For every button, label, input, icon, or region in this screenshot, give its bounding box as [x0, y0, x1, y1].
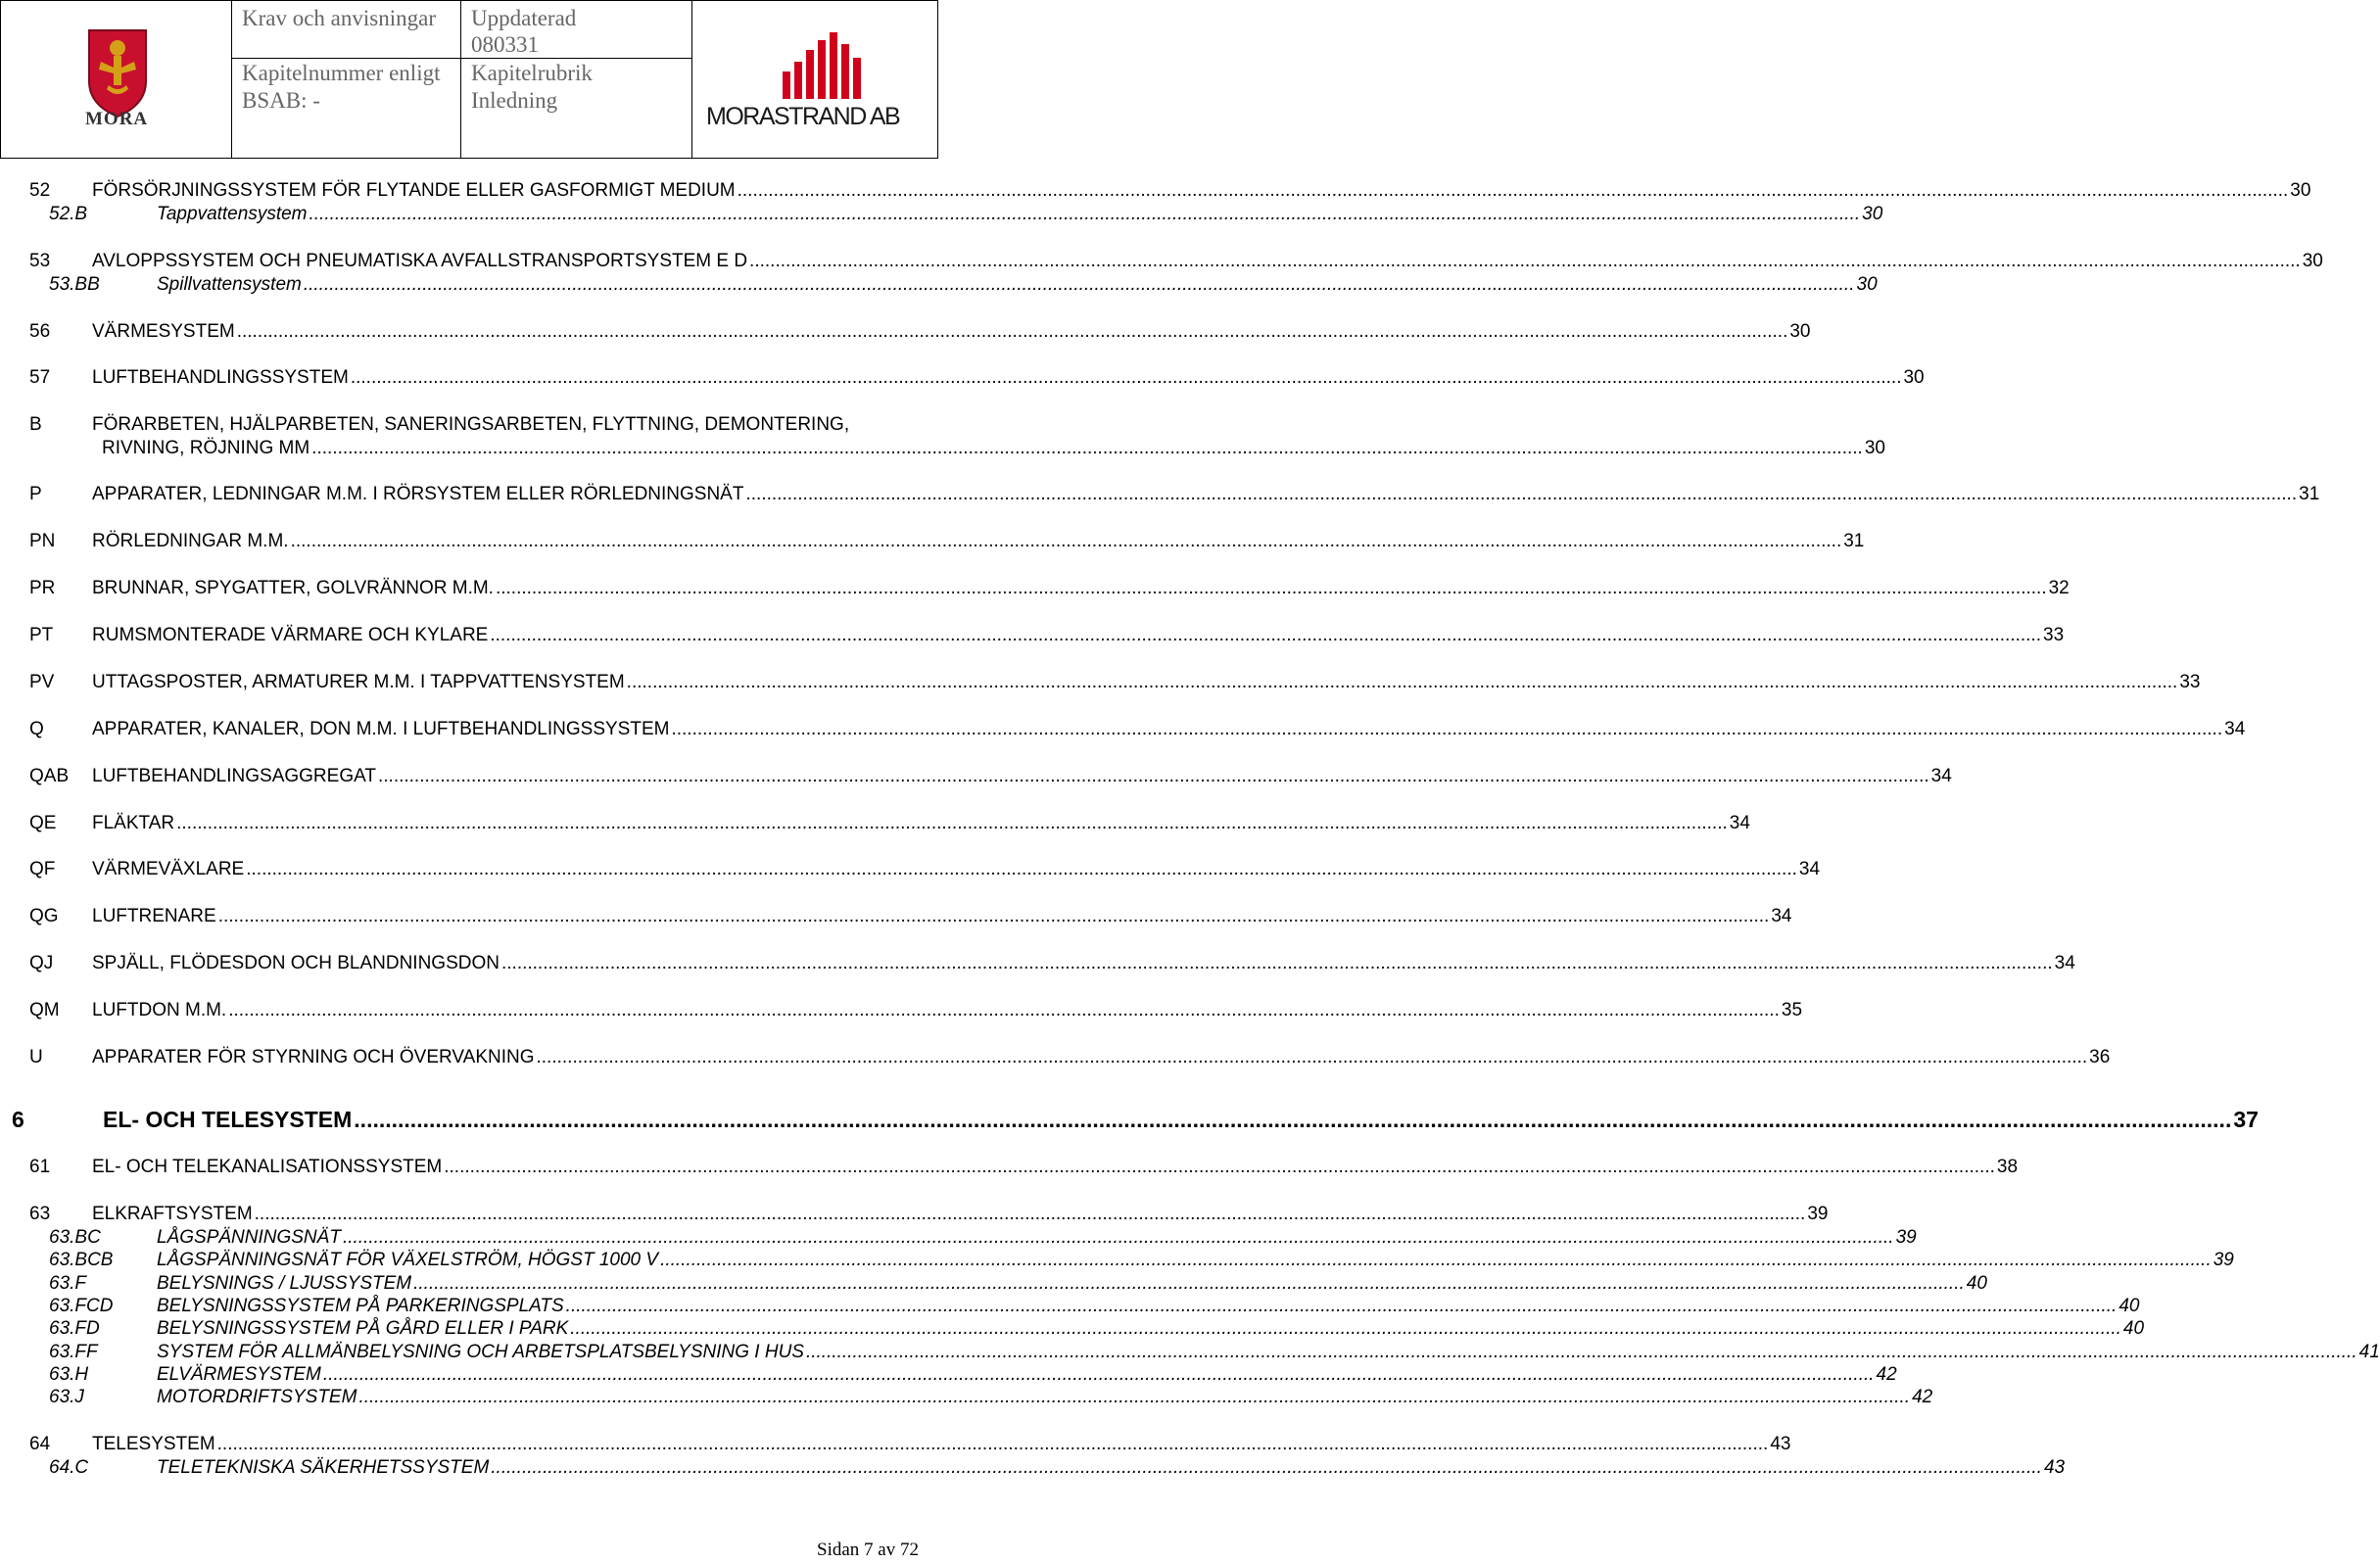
toc-entry-page: 31	[1843, 531, 1865, 551]
toc-entry-number: 6	[12, 1107, 24, 1132]
toc-entry[interactable]	[0, 1047, 2111, 1072]
toc-entry-number: PN	[29, 531, 56, 551]
page-number: Sidan 7 av 72	[817, 1540, 919, 1560]
toc-entry-page: 34	[1798, 859, 1821, 879]
toc-entry[interactable]	[0, 204, 1883, 229]
toc-entry[interactable]	[0, 414, 940, 440]
toc-entry-page: 39	[2213, 1250, 2234, 1270]
toc-entry[interactable]	[0, 1250, 2234, 1275]
morastrand-bars-icon	[779, 28, 867, 99]
toc-entry-title: EL- OCH TELEKANALISATIONSSYSTEM	[92, 1157, 443, 1177]
toc-entry-number: 63.FD	[49, 1318, 100, 1339]
toc-entry[interactable]	[0, 953, 2075, 978]
toc-entry-page: 43	[1770, 1434, 1791, 1454]
toc-entry-number: 63.FF	[49, 1342, 98, 1362]
toc-entry-number: QAB	[29, 766, 70, 786]
toc-entry-page: 31	[2299, 484, 2320, 504]
dot-leader: ............................................................................................................................................................................................................................................................................................................	[228, 1000, 1780, 1020]
toc-entry-title: RUMSMONTERADE VÄRMARE OCH KYLARE	[92, 625, 489, 645]
toc-entry-title: MOTORDRIFTSYSTEM	[157, 1387, 357, 1407]
toc-entry-number: 63.BC	[49, 1227, 101, 1248]
dot-leader: ............................................................................................................................................................................................................................................................................................................	[500, 953, 2053, 973]
toc-entry[interactable]	[0, 1107, 2259, 1132]
toc-entry[interactable]	[0, 321, 1811, 347]
toc-entry[interactable]	[0, 1457, 2066, 1483]
dot-leader: ............................................................................................................................................................................................................................................................................................................	[354, 1107, 2232, 1132]
document-header	[0, 0, 938, 159]
morastrand-logo-cell	[692, 1, 937, 158]
toc-entry[interactable]	[0, 578, 2070, 603]
toc-entry-title: FLÄKTAR	[92, 813, 175, 833]
toc-entry-number: 53.BB	[49, 274, 100, 295]
toc-entry-title: Spillvattensystem	[157, 274, 302, 295]
dot-leader: ............................................................................................................................................................................................................................................................................................................	[377, 766, 1929, 786]
toc-entry-title: BRUNNAR, SPYGATTER, GOLVRÄNNOR M.M.	[92, 578, 494, 598]
dot-leader: ............................................................................................................................................................................................................................................................................................................	[216, 1434, 1769, 1454]
toc-entry-title: BELYSNINGSSYSTEM PÅ PARKERINGSPLATS	[157, 1296, 564, 1316]
dot-leader: ............................................................................................................................................................................................................................................................................................................	[805, 1342, 2357, 1362]
toc-entry-title: ELVÄRMESYSTEM	[157, 1364, 321, 1385]
dot-leader: ............................................................................................................................................................................................................................................................................................................	[565, 1296, 2118, 1316]
toc-entry-page: 30	[2302, 251, 2323, 271]
toc-entry-title: SYSTEM FÖR ALLMÄNBELYSNING OCH ARBETSPLATSBELYSNING I HUS	[157, 1342, 804, 1362]
toc-entry-number: 61	[29, 1157, 51, 1177]
toc-entry-number: 63.J	[49, 1387, 84, 1407]
toc-entry-number: PT	[29, 625, 54, 645]
dot-leader: ............................................................................................................................................................................................................................................................................................................	[311, 438, 1863, 458]
dot-leader: ............................................................................................................................................................................................................................................................................................................	[737, 180, 2289, 201]
header-cell-updated	[461, 1, 692, 158]
toc-entry-title: Tappvattensystem	[157, 204, 308, 224]
toc-entry[interactable]	[0, 1318, 2145, 1344]
dot-leader: ............................................................................................................................................................................................................................................................................................................	[745, 484, 2298, 504]
toc-entry-number: 63.BCB	[49, 1250, 114, 1270]
morastrand-logo-text: MORASTRAND AB	[706, 103, 900, 130]
toc-entry-page: 37	[2233, 1107, 2259, 1132]
toc-entry[interactable]	[0, 719, 2246, 744]
toc-entry-title: APPARATER FÖR STYRNING OCH ÖVERVAKNING	[92, 1047, 535, 1067]
header-divider	[461, 58, 691, 59]
dot-leader: ............................................................................................................................................................................................................................................................................................................	[309, 204, 1861, 224]
toc-entry-page: 41	[2358, 1342, 2380, 1362]
toc-entry-title: APPARATER, KANALER, DON M.M. I LUFTBEHANDLINGSSYSTEM	[92, 719, 670, 739]
dot-leader: ............................................................................................................................................................................................................................................................................................................	[570, 1318, 2121, 1339]
toc-entry-number: 53	[29, 251, 51, 271]
toc-entry-number: QG	[29, 906, 59, 926]
toc-entry-page: 33	[2043, 625, 2065, 645]
document-type-label: Krav och anvisningar	[242, 6, 436, 30]
toc-entry-number: 56	[29, 321, 51, 342]
toc-entry-page: 30	[1864, 438, 1885, 458]
toc-entry-number: Q	[29, 719, 44, 739]
toc-entry-page: 34	[2224, 719, 2246, 739]
toc-entry-page: 30	[1862, 204, 1883, 224]
toc-entry[interactable]	[0, 766, 1952, 791]
toc-entry-page: 40	[2122, 1318, 2145, 1339]
updated-date: 080331	[471, 32, 539, 57]
dot-leader: ............................................................................................................................................................................................................................................................................................................	[490, 625, 2041, 645]
toc-entry-page: 40	[1966, 1273, 1987, 1294]
dot-leader: ............................................................................................................................................................................................................................................................................................................	[671, 719, 2223, 739]
dot-leader: ............................................................................................................................................................................................................................................................................................................	[444, 1157, 1995, 1177]
toc-entry-page: 39	[1895, 1227, 1917, 1248]
toc-entry-number: 57	[29, 367, 51, 388]
toc-entry-title: RÖRLEDNINGAR M.M.	[92, 531, 289, 551]
dot-leader: ............................................................................................................................................................................................................................................................................................................	[254, 1204, 1806, 1224]
toc-entry-page: 34	[1729, 813, 1750, 833]
mora-logo-text: MORA	[85, 109, 149, 129]
toc-entry-page: 38	[1996, 1157, 2019, 1177]
header-cell-document-type	[232, 1, 461, 158]
dot-leader: ............................................................................................................................................................................................................................................................................................................	[217, 906, 1770, 926]
toc-entry-number: 63.H	[49, 1364, 89, 1385]
dot-leader: ............................................................................................................................................................................................................................................................................................................	[342, 1227, 1894, 1248]
toc-entry-number: B	[29, 414, 42, 435]
dot-leader: ............................................................................................................................................................................................................................................................................................................	[495, 578, 2047, 598]
toc-entry[interactable]	[0, 180, 2311, 206]
toc-entry[interactable]	[0, 1157, 2019, 1182]
chapter-number-label: Kapitelnummer enligt	[242, 61, 441, 85]
toc-entry-number: 64	[29, 1434, 51, 1454]
toc-entry-title-continued: RIVNING, RÖJNING MM	[102, 438, 310, 458]
toc-entry-number: PV	[29, 672, 55, 692]
toc-entry-number: 52	[29, 180, 51, 201]
toc-entry-page: 34	[1771, 906, 1792, 926]
toc-entry-page: 39	[1807, 1204, 1829, 1224]
toc-entry-number: 63.F	[49, 1273, 87, 1294]
toc-entry-page: 40	[2118, 1296, 2140, 1316]
toc-entry-title: BELYSNINGSSYSTEM PÅ GÅRD ELLER I PARK	[157, 1318, 569, 1339]
toc-entry-page: 30	[1789, 321, 1811, 342]
toc-entry[interactable]	[0, 906, 1792, 931]
chapter-heading-label: Kapitelrubrik	[471, 61, 593, 85]
toc-entry-title: TELESYSTEM	[92, 1434, 215, 1454]
dot-leader: ............................................................................................................................................................................................................................................................................................................	[350, 367, 1902, 388]
toc-entry-title: APPARATER, LEDNINGAR M.M. I RÖRSYSTEM ELLER RÖRLEDNINGSNÄT	[92, 484, 744, 504]
header-divider	[232, 58, 460, 59]
toc-entry-number: QE	[29, 813, 57, 833]
bsab-label: BSAB: -	[242, 88, 320, 113]
toc-entry-continuation[interactable]	[0, 438, 1885, 463]
toc-entry-page: 36	[2089, 1047, 2111, 1067]
toc-entry[interactable]	[0, 251, 2323, 276]
toc-entry-title: FÖRSÖRJNINGSSYSTEM FÖR FLYTANDE ELLER GASFORMIGT MEDIUM	[92, 180, 736, 201]
toc-entry-title: LUFTRENARE	[92, 906, 216, 926]
toc-entry-number: QF	[29, 859, 56, 879]
toc-entry-number: 52.B	[49, 204, 88, 224]
dot-leader: ............................................................................................................................................................................................................................................................................................................	[290, 531, 1842, 551]
chapter-heading-value: Inledning	[471, 88, 558, 113]
toc-entry-title: LÅGSPÄNNINGSNÄT FÖR VÄXELSTRÖM, HÖGST 1000 V	[157, 1250, 659, 1270]
toc-entry-page: 30	[1856, 274, 1878, 295]
toc-entry-number: P	[29, 484, 42, 504]
toc-entry-title: ELKRAFTSYSTEM	[92, 1204, 253, 1224]
dot-leader: ............................................................................................................................................................................................................................................................................................................	[491, 1457, 2042, 1478]
dot-leader: ............................................................................................................................................................................................................................................................................................................	[246, 859, 1797, 879]
toc-entry[interactable]	[0, 625, 2065, 650]
dot-leader: ............................................................................................................................................................................................................................................................................................................	[358, 1387, 1911, 1407]
toc-entry-number: PR	[29, 578, 56, 598]
toc-entry-page: 34	[1930, 766, 1952, 786]
dot-leader: ............................................................................................................................................................................................................................................................................................................	[322, 1364, 1875, 1385]
toc-entry-number: QJ	[29, 953, 54, 973]
toc-entry-page: 42	[1912, 1387, 1933, 1407]
toc-entry[interactable]	[0, 859, 1821, 884]
toc-entry[interactable]	[0, 1204, 1829, 1229]
toc-entry-number: 63	[29, 1204, 51, 1224]
toc-entry-title: BELYSNINGS / LJUSSYSTEM	[157, 1273, 412, 1294]
toc-entry-page: 30	[1903, 367, 1925, 388]
toc-entry[interactable]	[0, 672, 2201, 697]
toc-entry[interactable]	[0, 484, 2320, 509]
toc-entry-page: 43	[2043, 1457, 2066, 1478]
toc-entry[interactable]	[0, 813, 1750, 838]
toc-entry-page: 30	[2290, 180, 2311, 201]
toc-entry-title: EL- OCH TELESYSTEM	[103, 1107, 353, 1132]
toc-entry-title: FÖRARBETEN, HJÄLPARBETEN, SANERINGSARBETEN, FLYTTNING, DEMONTERING,	[92, 414, 850, 435]
toc-entry[interactable]	[0, 531, 1865, 556]
toc-entry-title: VÄRMEVÄXLARE	[92, 859, 245, 879]
toc-entry-title: VÄRMESYSTEM	[92, 321, 235, 342]
toc-entry-title: LUFTDON M.M.	[92, 1000, 227, 1020]
toc-entry[interactable]	[0, 1434, 1791, 1459]
toc-entry-title: AVLOPPSSYSTEM OCH PNEUMATISKA AVFALLSTRANSPORTSYSTEM E D	[92, 251, 748, 271]
toc-entry-number: QM	[29, 1000, 60, 1020]
toc-entry[interactable]	[0, 1000, 1803, 1025]
toc-entry-page: 33	[2179, 672, 2201, 692]
toc-entry-page: 34	[2054, 953, 2075, 973]
toc-entry-number: 64.C	[49, 1457, 89, 1478]
dot-leader: ............................................................................................................................................................................................................................................................................................................	[749, 251, 2301, 271]
toc-entry-number: 63.FCD	[49, 1296, 114, 1316]
toc-entry[interactable]	[0, 367, 1925, 393]
toc-entry-page: 32	[2048, 578, 2070, 598]
dot-leader: ............................................................................................................................................................................................................................................................................................................	[236, 321, 1788, 342]
dot-leader: ............................................................................................................................................................................................................................................................................................................	[626, 672, 2178, 692]
toc-entry-number: U	[29, 1047, 43, 1067]
dot-leader: ............................................................................................................................................................................................................................................................................................................	[303, 274, 1855, 295]
mora-logo-cell	[1, 1, 232, 158]
toc-entry[interactable]	[0, 1387, 1933, 1412]
toc-entry[interactable]	[0, 274, 1878, 300]
toc-entry-title: LÅGSPÄNNINGSNÄT	[157, 1227, 341, 1248]
dot-leader: ............................................................................................................................................................................................................................................................................................................	[536, 1047, 2088, 1067]
dot-leader: ............................................................................................................................................................................................................................................................................................................	[660, 1250, 2212, 1270]
toc-entry-title: LUFTBEHANDLINGSAGGREGAT	[92, 766, 376, 786]
toc-entry-page: 42	[1876, 1364, 1897, 1385]
toc-entry-title: SPJÄLL, FLÖDESDON OCH BLANDNINGSDON	[92, 953, 500, 973]
dot-leader: ............................................................................................................................................................................................................................................................................................................	[176, 813, 1728, 833]
toc-entry-title: LUFTBEHANDLINGSSYSTEM	[92, 367, 349, 388]
toc-entry-title: TELETEKNISKA SÄKERHETSSYSTEM	[157, 1457, 490, 1478]
dot-leader: ............................................................................................................................................................................................................................................................................................................	[413, 1273, 1965, 1294]
toc-entry-title: UTTAGSPOSTER, ARMATURER M.M. I TAPPVATTENSYSTEM	[92, 672, 625, 692]
updated-label: Uppdaterad	[471, 6, 577, 30]
toc-entry-page: 35	[1781, 1000, 1803, 1020]
